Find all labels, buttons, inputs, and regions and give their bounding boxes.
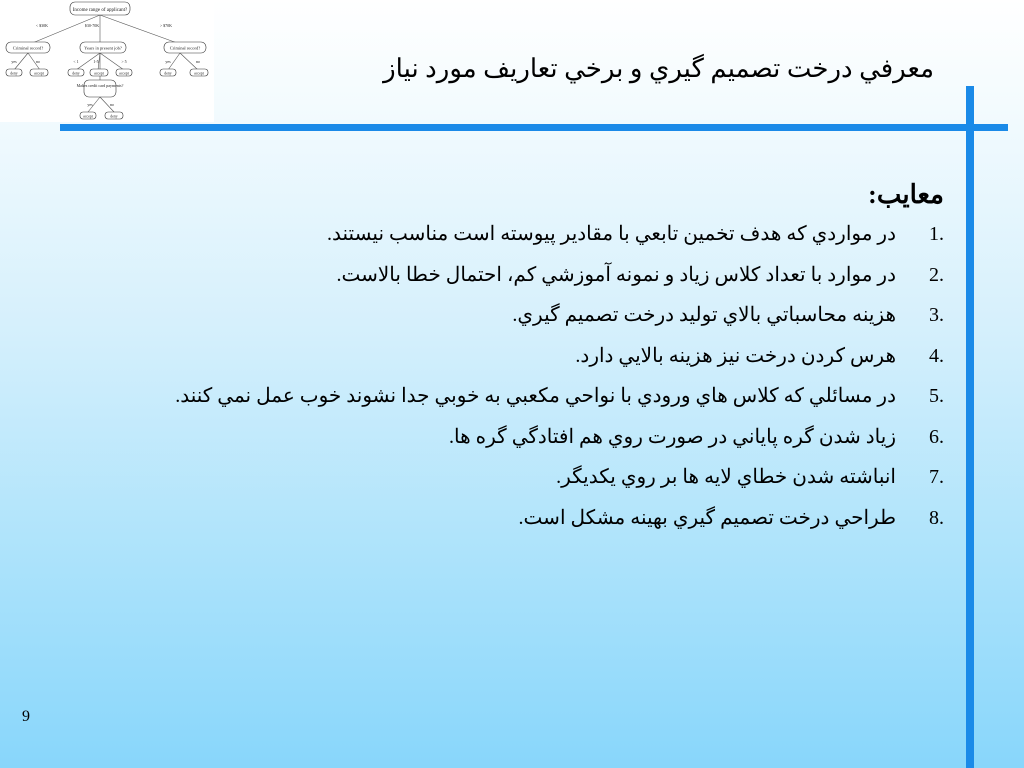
list-item [14, 295, 944, 336]
tree-m-gt5: > 5 [121, 59, 127, 64]
list-item [14, 376, 944, 417]
tree-left-node: Criminal record? [12, 45, 44, 51]
tree-leaf: accept [119, 71, 129, 76]
tree-leaf: deny [164, 71, 172, 76]
list-item [14, 336, 944, 377]
item-text: در مواردي كه هدف تخمين تابعي با مقادير پيوسته است مناسب نيستند. [327, 223, 896, 245]
item-number: .5 [929, 385, 944, 407]
tree-b-yes: yes [87, 102, 93, 107]
list-item [14, 457, 944, 498]
tree-leaf: accept [34, 71, 44, 76]
title-divider-horizontal [60, 124, 1008, 131]
item-text: هزينه محاسباتي بالاي توليد درخت تصميم گيري. [512, 304, 896, 326]
tree-b-no: no [110, 102, 114, 107]
decision-tree-diagram [0, 0, 214, 122]
slide-content [14, 176, 944, 538]
tree-leaf: deny [10, 71, 18, 76]
section-heading: معايب: [868, 180, 944, 209]
tree-root: Income range of applicant? [72, 8, 128, 13]
item-text: زياد شدن گره پاياني در صورت روي هم افتادگي گره ها. [449, 425, 896, 448]
tree-mid-node: Years in present job? [84, 45, 122, 51]
item-number: .6 [929, 425, 944, 448]
tree-m-lt1: < 1 [73, 59, 79, 64]
tree-leaf: accept [83, 114, 93, 119]
tree-edge-left: < $30K [35, 23, 49, 28]
tree-leaf: accept [194, 71, 204, 76]
item-text: انباشته شدن خطاي لايه ها بر روي يكديگر. [556, 466, 896, 488]
page-number: 9 [22, 708, 30, 725]
item-text: در موارد با تعداد كلاس زياد و نمونه آموزشي كم، احتمال خطا بالاست. [336, 263, 896, 286]
tree-m-15: 1-5 [93, 59, 99, 64]
tree-l-yes: yes [11, 59, 17, 64]
item-number: .3 [929, 304, 944, 326]
item-text: هرس كردن درخت نيز هزينه بالايي دارد. [575, 344, 896, 367]
tree-l-no: no [36, 59, 40, 64]
item-number: .2 [929, 263, 944, 286]
disadvantages-list [14, 214, 944, 538]
tree-leaf: accept [94, 71, 104, 76]
list-item [14, 214, 944, 255]
tree-right-node: Criminal record? [169, 45, 201, 51]
item-text: طراحي درخت تصميم گيري بهينه مشكل است. [518, 506, 896, 529]
decision-tree-thumbnail [0, 0, 214, 122]
list-item [14, 498, 944, 539]
item-number: .4 [929, 344, 944, 367]
list-item [14, 417, 944, 458]
item-number: .8 [929, 506, 944, 529]
item-number: .1 [929, 223, 944, 245]
slide-title: معرفي درخت تصميم گيري و برخي تعاريف مورد نياز [383, 54, 934, 83]
item-text: در مسائلي كه كلاس هاي ورودي با نواحي مكعبي به خوبي جدا نشوند خوب عمل نمي كنند. [175, 385, 896, 407]
tree-edge-mid: $30-70K [84, 23, 100, 28]
tree-r-yes: yes [165, 59, 171, 64]
list-item [14, 255, 944, 296]
tree-leaf: deny [72, 71, 80, 76]
title-divider-vertical [966, 86, 974, 768]
tree-bottom-node: Makes credit card payments? [76, 83, 124, 88]
tree-leaf: deny [110, 114, 118, 119]
item-number: .7 [929, 466, 944, 488]
tree-edge-right: > $70K [159, 23, 173, 28]
tree-r-no: no [196, 59, 200, 64]
